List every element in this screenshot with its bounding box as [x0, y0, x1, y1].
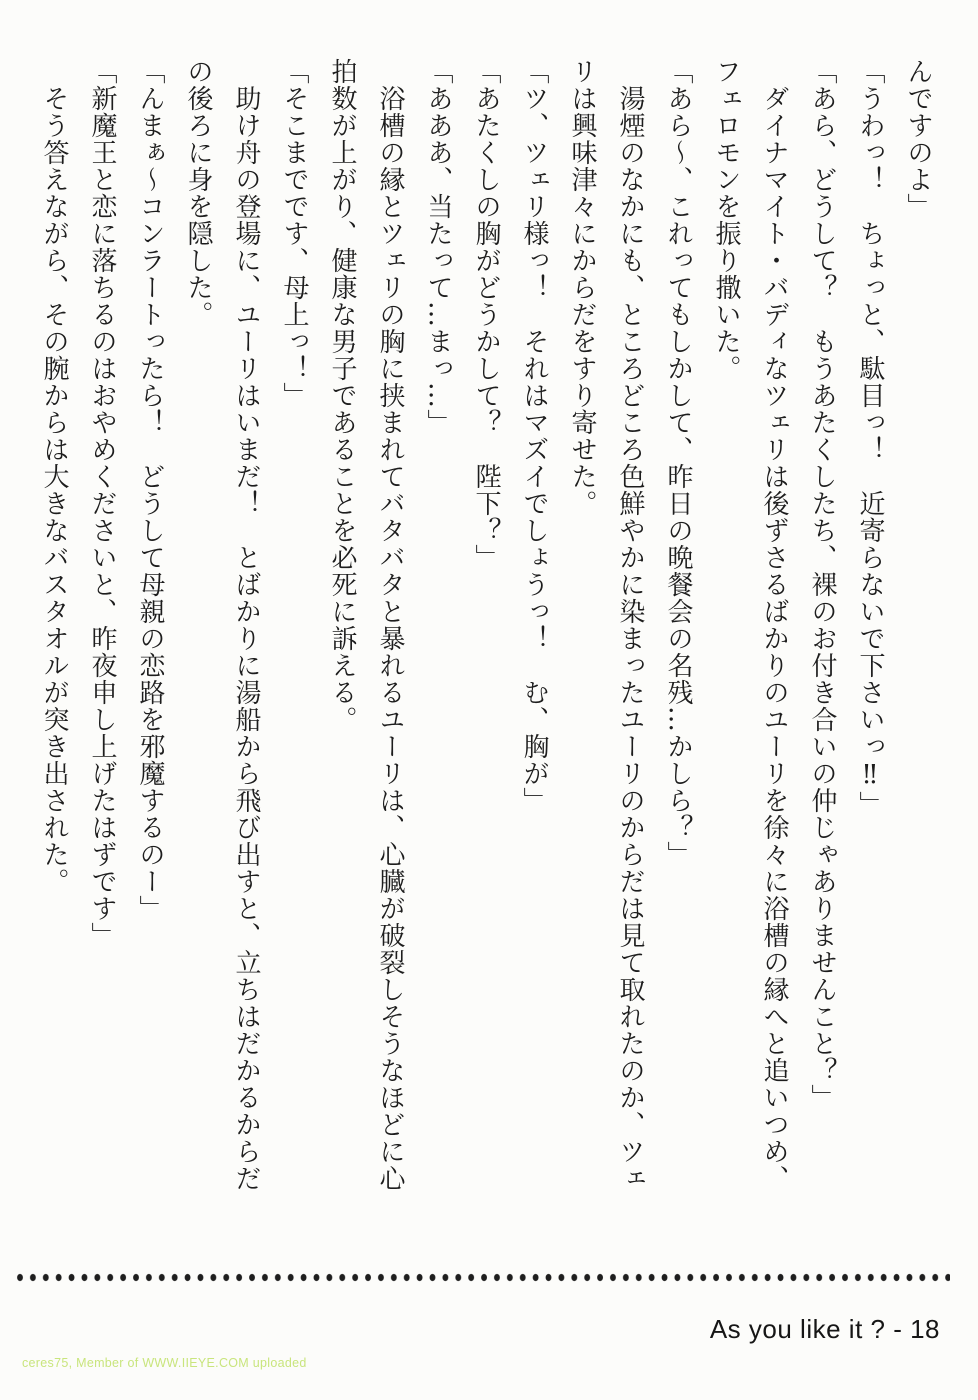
text-line: の後ろに身を隠した。 [183, 58, 213, 328]
text-line: 「そこまでです、母上っ！」 [279, 58, 309, 409]
text-line: ダイナマイト・バディなツェリは後ずさるばかりのユーリを徐々に浴槽の縁へと追いつめ、 [759, 85, 789, 1192]
text-line: んですのよ」 [903, 58, 933, 220]
text-line: 拍数が上がり、健康な男子であることを必死に訴える。 [327, 58, 357, 733]
novel-text-block [30, 58, 942, 1238]
page-footer-title: As you like it ? - 18 [709, 1314, 940, 1344]
text-line: 「新魔王と恋に落ちるのはおやめくださいと、昨夜申し上げたはずです」 [87, 58, 117, 949]
text-line: 「あああ、当たって…まっ…」 [423, 58, 453, 436]
text-line: 「あら～、これってもしかして、昨日の晩餐会の名残…かしら？」 [663, 58, 693, 868]
text-line: 「あたくしの胸がどうかして？ 陛下？」 [471, 58, 501, 571]
text-line: フェロモンを振り撒いた。 [711, 58, 741, 382]
text-line: 「あら、どうして？ もうあたくしたち、裸のお付き合いの仲じゃありませんこと？」 [807, 58, 837, 1111]
text-line: 「んまぁ～コンラートったら！ どうして母親の恋路を邪魔するのー」 [135, 58, 165, 922]
text-line: 湯煙のなかにも、ところどころ色鮮やかに染まったユーリのからだは見て取れたのか、ツェ [615, 85, 645, 1192]
text-line: そう答えながら、その腕からは大きなバスタオルが突き出された。 [39, 85, 69, 895]
text-line: 「うわっ！ ちょっと、駄目っ！ 近寄らないで下さいっ‼」 [855, 58, 885, 818]
dotted-separator [14, 1272, 950, 1283]
text-line: 浴槽の縁とツェリの胸に挟まれてバタバタと暴れるユーリは、心臓が破裂しそうなほどに心 [375, 85, 405, 1192]
uploader-watermark: ceres75, Member of WWW.IIEYE.COM uploaded [22, 1356, 307, 1370]
text-line: リは興味津々にからだをすり寄せた。 [567, 58, 597, 517]
text-line: 助け舟の登場に、ユーリはいまだ！ とばかりに湯船から飛び出すと、立ちはだかるからだ [231, 85, 261, 1192]
text-line: 「ツ、ツェリ様っ！ それはマズイでしょうっ！ む、胸が」 [519, 58, 549, 814]
